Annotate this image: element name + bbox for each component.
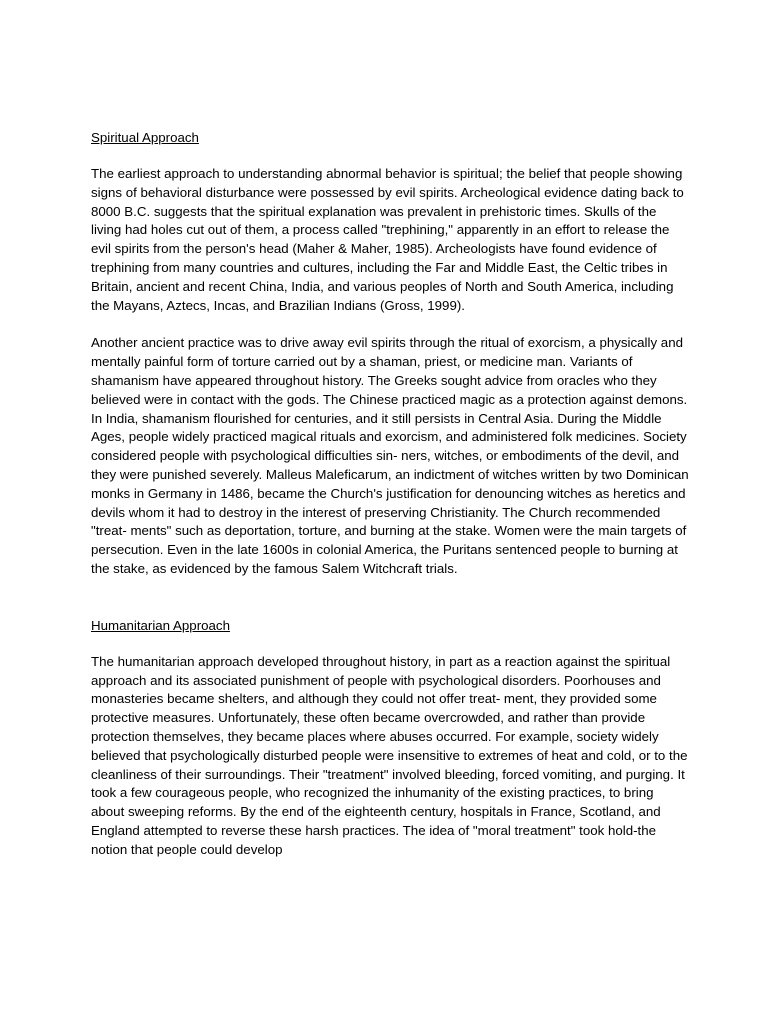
- section-heading-humanitarian-approach: Humanitarian Approach: [91, 617, 230, 633]
- paragraph-spiritual-1: The earliest approach to understanding abnormal behavior is spiritual; the belief that people showing signs of behavioral disturbance were possessed by evil spirits. Archeological evidence dating back to 8000 B.C. suggests that the spiritual explanation was prevalent in prehistoric times. Skulls of the living had holes cut out of them, a process called "trephining," apparently in an effort to release the evil spirits from the person's head (Maher & Maher, 1985). Archeologists have found evidence of trephining from many countries and cultures, including the Far and Middle East, the Celtic tribes in Britain, ancient and recent China, India, and various peoples of North and South America, including the Mayans, Aztecs, Incas, and Brazilian Indians (Gross, 1999).: [91, 166, 684, 313]
- paragraph-humanitarian-1: The humanitarian approach developed throughout history, in part as a reaction against the spiritual approach and its associated punishment of people with psychological disorders. Poorhouses and monasteries became shelters, and although they could not offer treat- ment, they provided some protective measures. Unfortunately, these often became overcrowded, and rather than provide protection themselves, they became places where abuses occurred. For example, society widely believed that psychologically disturbed people were insensitive to extremes of heat and cold, or to the cleanliness of their surroundings. Their "treatment" involved bleeding, forced vomiting, and purging. It took a few courageous people, who recognized the inhumanity of the existing practices, to bring about sweeping reforms. By the end of the eighteenth century, hospitals in France, Scotland, and England attempted to reverse these harsh practices. The idea of "moral treatment" took hold-the notion that people could develop: [91, 653, 688, 857]
- paragraph-spiritual-2: Another ancient practice was to drive away evil spirits through the ritual of exorcism, a physically and mentally painful form of torture carried out by a shaman, priest, or medicine man. Variants of shamanism have appeared throughout history. The Greeks sought advice from oracles who they believed were in contact with the gods. The Chinese practiced magic as a protection against demons. In India, shamanism flourished for centuries, and it still persists in Central Asia. During the Middle Ages, people widely practiced magical rituals and exorcism, and administered folk medicines. Society considered people with psychological difficulties sin- ners, witches, or embodiments of the devil, and they were punished severely. Malleus Maleficarum, an indictment of witches written by two Dominican monks in Germany in 1486, became the Church's justification for denouncing witches as heretics and devils whom it had to destroy in the interest of preserving Christianity. The Church recommended "treat- ments" such as deportation, torture, and burning at the stake. Women were the main targets of persecution. Even in the late 1600s in colonial America, the Puritans sentenced people to burning at the stake, as evidenced by the famous Salem Witchcraft trials.: [91, 335, 689, 576]
- section-heading-spiritual-approach: Spiritual Approach: [91, 130, 199, 145]
- document-page: [91, 128, 689, 860]
